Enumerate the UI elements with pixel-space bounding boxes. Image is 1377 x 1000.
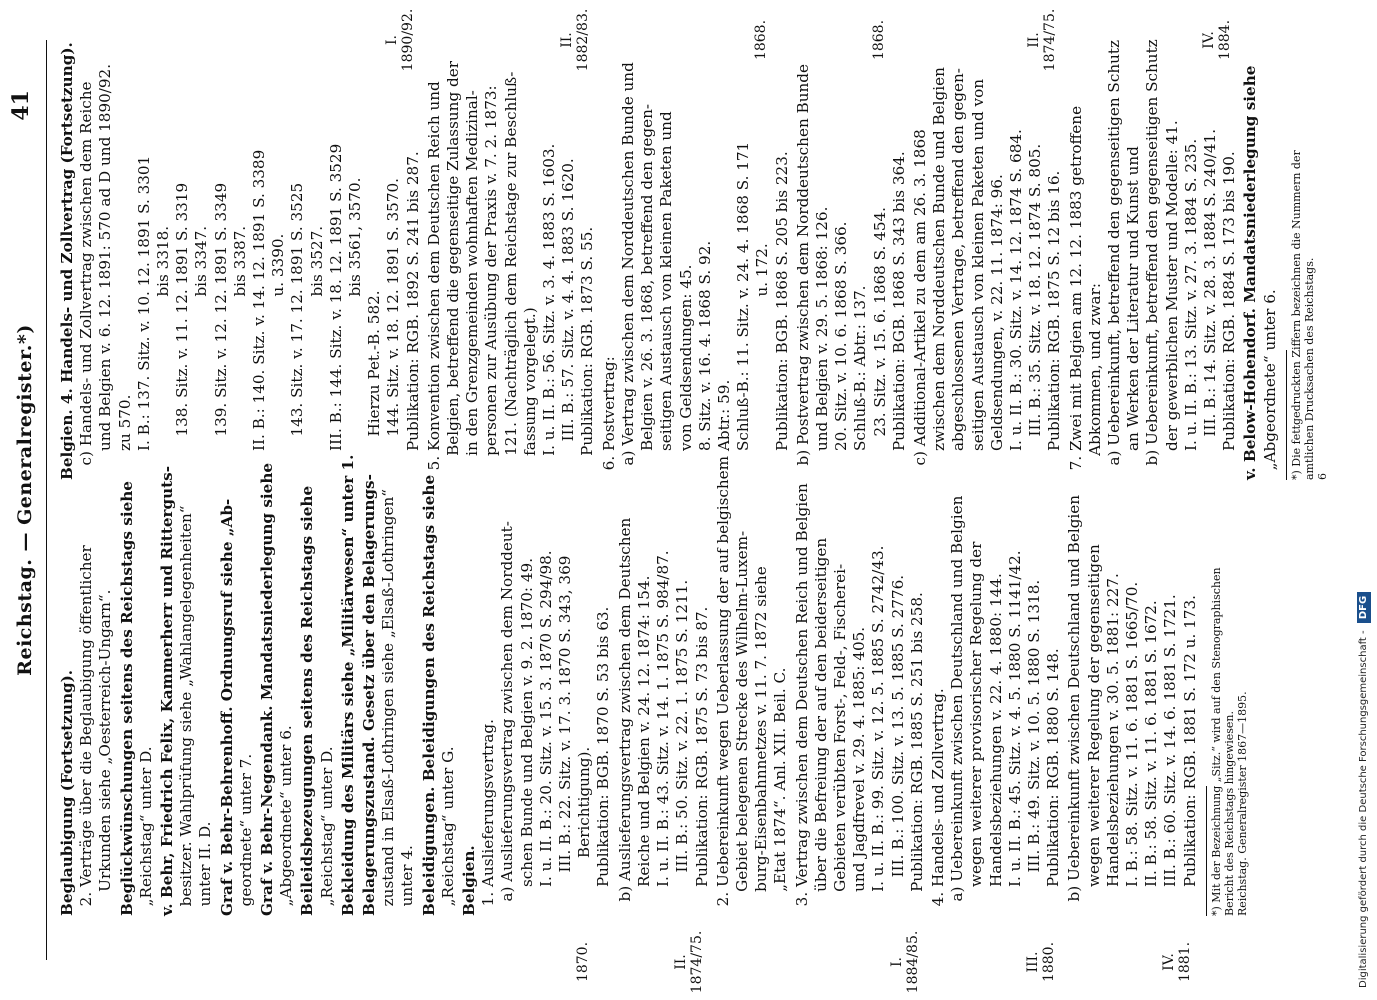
entry-line: Schluß-B.: Abtr.: 137.: [851, 285, 870, 480]
entry-line: 4. Handels- und Zollvertrag.: [928, 688, 947, 916]
entry-line: bis 3347.: [192, 225, 211, 480]
entry-line: a) Uebereinkunft, betreffend den gegenseitigen Schutz: [1104, 39, 1123, 480]
register-entry: [793, 19, 909, 480]
entry-line: I. u. II. B.: 45. Sitz. v. 4. 5. 1880 S. 1141/42.: [1005, 550, 1024, 916]
register-entry: [713, 455, 791, 916]
entry-line: 23. Sitz. v. 15. 6. 1868 S. 454.: [870, 207, 889, 480]
register-entry: [792, 483, 927, 994]
entry-line: 143. Sitz. v. 17. 12. 1891 S. 3525: [288, 182, 307, 480]
entry-line: v. Behr, Friedrich Felix, Kammerherr und Ritterguts-: [158, 465, 177, 916]
entry-line: 138. Sitz. v. 11. 12. 1891 S. 3319: [173, 182, 192, 480]
entry-line: Beglaubigung (Fortsetzung).: [58, 669, 76, 916]
entry-line: Handelsbeziehungen v. 22. 4. 1880: 144.: [986, 573, 1005, 916]
entry-line: III. B.: 35. Sitz. v. 18. 12. 1874 S. 805.: [1026, 143, 1045, 480]
entry-line: Gebieten verübten Forst-, Feld-, Fischerei-: [830, 563, 849, 916]
entry-line: bis 3318.: [154, 225, 173, 480]
session-margin-note: I. 1890/92.: [384, 8, 417, 72]
footnote-line: Reichstag. Generalregister 1867—1895.: [1235, 691, 1249, 916]
entry-line: und Belgien v. 6. 12. 1891: 570 ad D und 1890/92.: [96, 63, 115, 480]
page-title: Reichstag. — Generalregister.*): [14, 324, 36, 676]
register-entry: [1241, 65, 1279, 480]
entry-line: unter 4.: [398, 845, 417, 916]
session-margin-note: 1868.: [870, 19, 887, 61]
session-margin-note: IV. 1884.: [1200, 19, 1233, 61]
entry-line: III. B.: 100. Sitz. v. 13. 5. 1885 S. 2776.: [888, 574, 907, 916]
entry-line: I. u. II. B.: 43. Sitz. v. 14. 1. 1875 S. 984/87.: [654, 550, 673, 916]
entry-line: personen zur Ausübung der Praxis v. 7. 2. 1873:: [482, 85, 501, 480]
entry-line: 6. Postvertrag:: [599, 356, 618, 480]
entry-line: Publikation: RGB. 1884 S. 173 bis 190.: [1220, 151, 1239, 480]
footnote-line: 6: [1315, 473, 1329, 480]
entry-line: I. u. II. B.: 13. Sitz. v. 27. 3. 1884 S. 235.: [1181, 138, 1200, 480]
entry-line: Beileidsbezeugungen seitens des Reichstags siehe: [298, 485, 317, 916]
session-margin-note: 1868.: [753, 19, 770, 61]
entry-line: 139. Sitz. v. 12. 12. 1891 S. 3349: [211, 182, 230, 480]
entry-line: Belgien v. 26. 3. 1868, betreffend den gegen-: [638, 103, 657, 480]
entry-line: abgeschlossenen Vertrage, betreffend den gegen-: [949, 68, 968, 480]
entry-line: II. B.: 58. Sitz. v. 11. 6. 1881 S. 1672.: [1142, 600, 1161, 916]
entry-line: Publikation: BGB. 1868 S. 343 bis 364.: [889, 151, 908, 480]
watermark-text: [1353, 8, 1375, 988]
entry-line: Belgien. 4. Handels- und Zollvertrag (Fortsetzung).: [58, 42, 76, 480]
entry-line: burg-Eisenbahnnetzes v. 11. 7. 1872 siehe: [752, 566, 771, 916]
entry-line: I. B.: 137. Sitz. v. 10. 12. 1891 S. 3301: [134, 155, 153, 480]
register-entry: [217, 498, 256, 916]
entry-line: u. 3390.: [269, 233, 288, 480]
entry-line: seitigen Austausch von kleinen Paketen und: [657, 111, 676, 480]
register-entry: [58, 534, 116, 916]
header-rule: [46, 40, 47, 960]
entry-line: b) Uebereinkunft, betreffend den gegenseitigen Schutz: [1143, 39, 1162, 480]
entry-line: wegen weiterer Regelung der gegenseitigen: [1084, 544, 1103, 916]
entry-line: III. B.: 60. Sitz. v. 14. 6. 1881 S. 1721.: [1161, 594, 1180, 916]
entry-line: III. B.: 57. Sitz. v. 4. 4. 1883 S. 1620.: [559, 158, 578, 480]
entry-line: besitzer. Wahlprüfung siehe „Wahlangelegenheiten“: [177, 505, 196, 916]
entry-line: bis 3527.: [307, 225, 326, 480]
session-margin-note: II. 1882/83.: [559, 8, 592, 72]
entry-line: Abtr.: 59.: [714, 379, 733, 480]
entry-line: zustand in Elsaß-Lothringen siehe „Elsaß-Lothringen“: [379, 488, 398, 916]
right-column: [58, 8, 1329, 480]
entry-line: Publikation: RGB. 1873 S. 55.: [578, 226, 597, 480]
register-entry: [1065, 494, 1199, 983]
entry-line: seitigen Austausch von kleinen Paketen und von: [968, 79, 987, 480]
watermark-label: Digitalisierung gefördert durch die Deutsche Forschungsgemeinschaft -: [1358, 630, 1369, 988]
entry-line: a) Uebereinkunft zwischen Deutschland und Belgien: [948, 495, 967, 916]
entry-line: Gebiet belegenen Strecke des Wilhelm-Luxem-: [732, 530, 751, 916]
footnote-rule: [1206, 786, 1207, 916]
entry-line: c) Additional-Artikel zu dem am 26. 3. 1868: [910, 129, 929, 480]
session-margin-note: IV. 1881.: [1161, 941, 1194, 983]
entry-line: an Werken der Literatur und Kunst und: [1124, 146, 1143, 480]
entry-line: fassung vorgelegt.): [520, 307, 539, 480]
register-entry: [298, 485, 336, 916]
entry-line: zwischen dem Norddeutschen Bunde und Belgien: [930, 67, 949, 480]
entry-line: 144. Sitz. v. 18. 12. 1891 S. 3570.: [384, 178, 403, 480]
entry-line: II. B.: 140. Sitz. v. 14. 12. 1891 S. 3389: [250, 149, 269, 480]
entry-line: „Abgeordnete“ unter 6.: [277, 725, 296, 916]
entry-line: I. u. II. B.: 30. Sitz. v. 14. 12. 1874 S. 684.: [1006, 129, 1025, 480]
entry-line: Beglückwünschungen seitens des Reichstags siehe: [117, 481, 136, 916]
entry-line: 2. Uebereinkunft wegen Ueberlassung der auf belgischem: [713, 455, 732, 916]
entry-line: 20. Sitz. v. 10. 6. 1868 S. 366.: [832, 221, 851, 480]
entry-line: III. B.: 49. Sitz. v. 10. 5. 1880 S. 1318.: [1024, 579, 1043, 916]
entry-line: „Reichstag“ unter D.: [136, 746, 155, 916]
entry-line: Graf v. Behr-Negendank. Mandatsniederlegung siehe: [258, 462, 277, 916]
register-entry: [158, 465, 216, 916]
entry-line: I. B.: 58. Sitz. v. 11. 6. 1881 S. 1665/70.: [1122, 581, 1141, 916]
entry-line: Hierzu Pet.-B. 582.: [365, 290, 384, 480]
session-margin-note: I. 1884/85.: [888, 930, 921, 994]
entry-line: Graf v. Behr-Behrenhoff. Ordnungsruf siehe „Ab-: [217, 498, 236, 916]
entry-line: Publikation: RGB. 1885 S. 251 bis 258.: [907, 592, 926, 916]
session-margin-note: III. 1880.: [1024, 941, 1057, 983]
entry-line: Publikation: RGB. 1880 S. 148.: [1044, 648, 1063, 916]
register-entry: [360, 474, 418, 916]
entry-line: und Jagdfrevel v. 29. 4. 1885: 405.: [850, 626, 869, 916]
entry-line: Publikation: BGB. 1868 S. 205 bis 223.: [772, 151, 791, 480]
entry-line: über die Befreiung der auf den beiderseitigen: [811, 537, 830, 916]
entry-line: Bekleidung des Militärs siehe „Militärwesen“ unter 1.: [338, 454, 357, 916]
entry-line: a) Vertrag zwischen dem Norddeutschen Bunde und: [618, 62, 637, 480]
entry-line: Publikation: RGB. 1881 S. 172 u. 173.: [1180, 595, 1199, 916]
entry-line: I. u. II. B.: 56. Sitz. v. 3. 4. 1883 S. 1603.: [540, 143, 559, 480]
entry-line: zu 570.: [115, 394, 134, 480]
session-margin-note: II. 1874/75.: [673, 930, 706, 994]
entry-line: schen Bunde und Belgien v. 9. 2. 1870: 49.: [517, 557, 536, 916]
footnote-rule: [1286, 350, 1287, 480]
register-entry: [258, 462, 296, 916]
entry-line: III. B.: 144. Sitz. v. 18. 12. 1891 S. 3529: [326, 143, 345, 480]
register-entry: [338, 454, 358, 916]
entry-line: geordnete“ unter 7.: [236, 753, 255, 916]
entry-line: bis 3387.: [230, 225, 249, 480]
left-column: [58, 454, 1249, 994]
entry-line: „Abgeordnete“ unter 6.: [1260, 289, 1279, 480]
register-entry: [910, 8, 1065, 480]
entry-line: 3. Vertrag zwischen dem Deutschen Reich und Belgien: [792, 483, 811, 916]
entry-line: b) Postvertrag zwischen dem Norddeutschen Bunde: [793, 64, 812, 480]
entry-line: III. B.: 22. Sitz. v. 17. 3. 1870 S. 343, 369: [556, 555, 575, 916]
entry-line: „Etat 1874“. Anl. XII. Beil. C.: [771, 667, 790, 916]
entry-line: Publikation: BGB. 1870 S. 53 bis 63.: [594, 606, 613, 916]
entry-line: Beleidigungen. Beleidigungen des Reichstags siehe: [419, 474, 438, 916]
entry-line: unter II. D.: [196, 821, 215, 916]
register-entry: [615, 517, 712, 994]
entry-line: v. Below-Hohendorf. Mandatsniederlegung siehe: [1241, 65, 1260, 480]
register-entry: [419, 474, 458, 916]
entry-line: 8. Sitz. v. 16. 4. 1868 S. 92.: [695, 240, 714, 480]
session-margin-note: II. 1874/75.: [1026, 8, 1059, 72]
entry-line: I. u. II. B.: 99. Sitz. v. 12. 5. 1885 S. 2742/43.: [869, 545, 888, 916]
session-margin-note: 1870.: [575, 941, 592, 983]
entry-line: a) Auslieferungsvertrag zwischen dem Norddeut-: [498, 521, 517, 916]
entry-line: Publikation: RGB. 1875 S. 12 bis 16.: [1045, 170, 1064, 480]
entry-line: 1. Auslieferungsvertrag.: [479, 719, 498, 916]
register-entry: [117, 481, 156, 916]
entry-line: Handelsbeziehungen v. 30. 5. 1881: 227.: [1103, 573, 1122, 916]
entry-line: und Belgien v. 29. 5. 1868: 126.: [812, 206, 831, 480]
register-entry: [460, 521, 614, 983]
entry-line: III. B.: 14. Sitz. v. 28. 3. 1884 S. 240/41.: [1200, 128, 1219, 480]
entry-line: wegen weiterer provisorischer Regelung der: [967, 541, 986, 916]
entry-line: u. 172.: [753, 243, 772, 480]
footnote-line: amtlichen Drucksachen des Reichstags.: [1302, 257, 1316, 480]
entry-line: Berichtigung).: [575, 746, 594, 916]
entry-line: Reiche und Belgien v. 24. 12. 1874: 154.: [634, 575, 653, 916]
entry-line: c) Handels- und Zollvertrag zwischen dem Reiche: [77, 81, 96, 480]
footnote-line: *) Die fettgedruckten Ziffern bezeichnen die Nummern der: [1289, 150, 1303, 480]
entry-line: von Geldsendungen: 45.: [676, 264, 695, 480]
register-entry: [1066, 19, 1240, 480]
entry-line: Publikation: RGB. 1875 S. 73 bis 87.: [692, 606, 711, 916]
entry-line: Schluß-B.: 11. Sitz. v. 24. 4. 1868 S. 171: [734, 141, 753, 480]
footnote-line: Bericht des Reichstags hingewiesen.: [1222, 710, 1236, 916]
entry-line: Urkunden siehe „Oesterreich-Ungarn“.: [96, 589, 115, 916]
footnote-line: *) Mit der Bezeichnung „Sitz.“ wird auf den Stenographischen: [1209, 567, 1223, 916]
register-entry: [599, 19, 792, 480]
entry-line: Geldsendungen, v. 22. 11. 1874: 96.: [987, 174, 1006, 480]
entry-line: 121. (Nachträglich dem Reichstage zur Beschluß-: [501, 71, 520, 480]
entry-line: in den Grenzgemeinden wohnhaften Medizinal-: [463, 90, 482, 480]
entry-line: 7. Zwei mit Belgien am 12. 12. 1883 getroffene: [1066, 105, 1085, 480]
digitization-watermark: [1353, 8, 1375, 992]
register-entry: [424, 8, 598, 480]
entry-line: „Reichstag“ unter D.: [317, 746, 336, 916]
entry-line: 2. Verträge über die Beglaubigung öffentlicher: [77, 545, 96, 916]
entry-line: bis 3561, 3570.: [346, 177, 365, 480]
entry-line: b) Auslieferungsvertrag zwischen dem Deutschen: [615, 517, 634, 916]
page-number: 41: [8, 90, 34, 121]
register-entry: [928, 495, 1063, 983]
entry-line: III. B.: 50. Sitz. v. 22. 1. 1875 S. 1211.: [673, 579, 692, 916]
entry-line: Belgien.: [460, 845, 479, 916]
register-entry: [58, 8, 423, 480]
entry-line: Belagerungszustand. Gesetz über den Belagerungs-: [360, 474, 379, 916]
entry-line: Publikation: RGB. 1892 S. 241 bis 287.: [403, 151, 422, 480]
entry-line: 5. Konvention zwischen dem Deutschen Reich und: [424, 81, 443, 480]
entry-line: I. u. II. B.: 20. Sitz. v. 15. 3. 1870 S. 294/98.: [536, 550, 555, 916]
entry-line: der gewerblichen Muster und Modelle: 41.: [1162, 120, 1181, 480]
entry-line: Belgien, betreffend die gegenseitige Zulassung der: [444, 61, 463, 480]
entry-line: „Reichstag“ unter G.: [438, 746, 457, 916]
entry-line: b) Uebereinkunft zwischen Deutschland und Belgien: [1065, 494, 1084, 916]
dfg-logo: DFG: [1357, 592, 1371, 623]
entry-line: Abkommen, und zwar:: [1085, 283, 1104, 480]
